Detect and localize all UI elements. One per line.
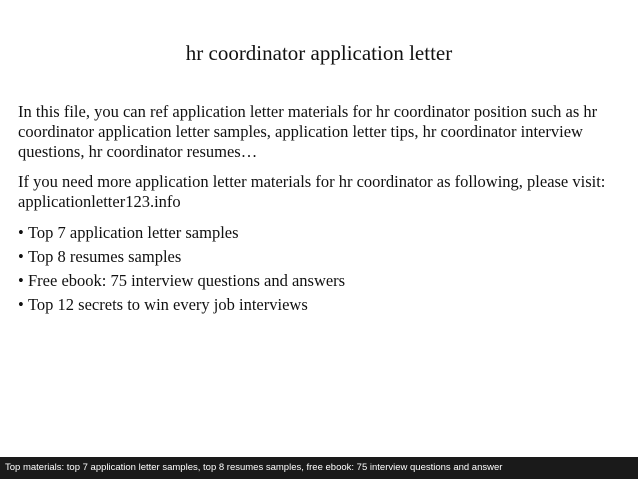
- more-info-paragraph: If you need more application letter materials for hr coordinator as following, please visit: applicationletter123.info: [18, 172, 606, 211]
- list-item-label: Top 12 secrets to win every job interviews: [28, 295, 308, 314]
- list-item: [18, 295, 622, 315]
- list-item-label: Free ebook: 75 interview questions and answers: [28, 271, 346, 290]
- list-item-label: Top 7 application letter samples: [28, 223, 239, 242]
- list-item-label: Top 8 resumes samples: [28, 247, 182, 266]
- footer-bar: Top materials: top 7 application letter samples, top 8 resumes samples, free ebook: 75 interview questions and answer: [0, 457, 638, 479]
- list-item: [18, 247, 622, 267]
- slide-content: [18, 102, 622, 319]
- bullet-icon: •: [18, 223, 24, 242]
- list-item: [18, 223, 622, 243]
- intro-paragraph: In this file, you can ref application letter materials for hr coordinator position such as hr coordinator application letter samples, application letter tips, hr coordinator interview questions, hr coordinator resumes…: [18, 102, 598, 161]
- materials-list: [18, 223, 622, 315]
- list-item: [18, 271, 622, 291]
- bullet-icon: •: [18, 247, 24, 266]
- slide-title: hr coordinator application letter: [185, 41, 453, 65]
- bullet-icon: •: [18, 295, 24, 314]
- bullet-icon: •: [18, 271, 24, 290]
